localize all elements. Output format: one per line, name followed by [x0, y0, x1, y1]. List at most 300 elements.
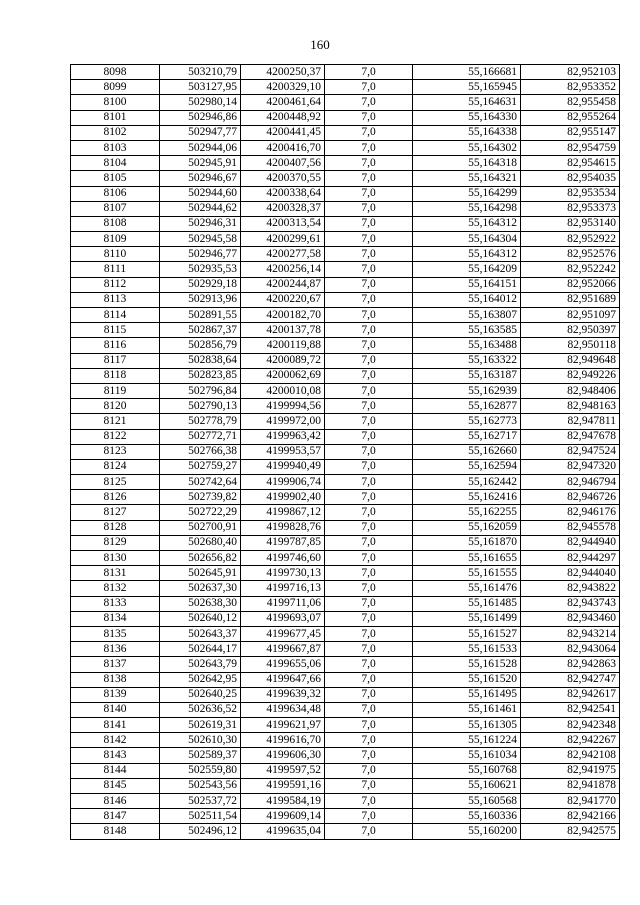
x-coordinate-cell: 502772,71	[160, 429, 241, 444]
y-coordinate-cell: 4199667,87	[241, 642, 325, 657]
longitude-cell: 82,947320	[521, 459, 620, 474]
latitude-cell: 55,160621	[413, 778, 521, 793]
longitude-cell: 82,947524	[521, 444, 620, 459]
latitude-cell: 55,164318	[413, 156, 521, 171]
y-coordinate-cell: 4199787,85	[241, 535, 325, 550]
longitude-cell: 82,942541	[521, 702, 620, 717]
latitude-cell: 55,164302	[413, 140, 521, 155]
longitude-cell: 82,944940	[521, 535, 620, 550]
latitude-cell: 55,162939	[413, 383, 521, 398]
y-coordinate-cell: 4200137,78	[241, 323, 325, 338]
latitude-cell: 55,164330	[413, 110, 521, 125]
point-number-cell: 8126	[71, 490, 160, 505]
longitude-cell: 82,950397	[521, 323, 620, 338]
table-row	[71, 277, 620, 292]
longitude-cell: 82,947678	[521, 429, 620, 444]
latitude-cell: 55,162594	[413, 459, 521, 474]
table-row	[71, 338, 620, 353]
x-coordinate-cell: 502945,91	[160, 156, 241, 171]
y-coordinate-cell: 4200182,70	[241, 308, 325, 323]
table-row	[71, 399, 620, 414]
table-row	[71, 657, 620, 672]
longitude-cell: 82,950118	[521, 338, 620, 353]
x-coordinate-cell: 502946,31	[160, 216, 241, 231]
table-row	[71, 687, 620, 702]
point-number-cell: 8139	[71, 687, 160, 702]
table-row	[71, 611, 620, 626]
latitude-cell: 55,161870	[413, 535, 521, 550]
value-cell: 7,0	[325, 156, 413, 171]
x-coordinate-cell: 502929,18	[160, 277, 241, 292]
x-coordinate-cell: 502511,54	[160, 809, 241, 824]
longitude-cell: 82,955458	[521, 95, 620, 110]
longitude-cell: 82,941770	[521, 794, 620, 809]
x-coordinate-cell: 502935,53	[160, 262, 241, 277]
value-cell: 7,0	[325, 338, 413, 353]
point-number-cell: 8105	[71, 171, 160, 186]
table-row	[71, 809, 620, 824]
point-number-cell: 8108	[71, 216, 160, 231]
latitude-cell: 55,162442	[413, 475, 521, 490]
value-cell: 7,0	[325, 475, 413, 490]
table-row	[71, 308, 620, 323]
y-coordinate-cell: 4199606,30	[241, 748, 325, 763]
value-cell: 7,0	[325, 657, 413, 672]
table-row	[71, 201, 620, 216]
x-coordinate-cell: 502559,80	[160, 763, 241, 778]
value-cell: 7,0	[325, 581, 413, 596]
y-coordinate-cell: 4199746,60	[241, 551, 325, 566]
y-coordinate-cell: 4199963,42	[241, 429, 325, 444]
x-coordinate-cell: 502891,55	[160, 308, 241, 323]
latitude-cell: 55,161034	[413, 748, 521, 763]
y-coordinate-cell: 4200089,72	[241, 353, 325, 368]
y-coordinate-cell: 4199953,57	[241, 444, 325, 459]
longitude-cell: 82,942166	[521, 809, 620, 824]
longitude-cell: 82,942617	[521, 687, 620, 702]
y-coordinate-cell: 4199972,00	[241, 414, 325, 429]
longitude-cell: 82,946794	[521, 475, 620, 490]
longitude-cell: 82,942747	[521, 672, 620, 687]
y-coordinate-cell: 4199639,32	[241, 687, 325, 702]
latitude-cell: 55,164209	[413, 262, 521, 277]
x-coordinate-cell: 502946,67	[160, 171, 241, 186]
y-coordinate-cell: 4200328,37	[241, 201, 325, 216]
value-cell: 7,0	[325, 596, 413, 611]
longitude-cell: 82,953140	[521, 216, 620, 231]
latitude-cell: 55,161305	[413, 718, 521, 733]
table-row	[71, 596, 620, 611]
latitude-cell: 55,163488	[413, 338, 521, 353]
table-row	[71, 672, 620, 687]
table-row	[71, 368, 620, 383]
value-cell: 7,0	[325, 809, 413, 824]
longitude-cell: 82,955264	[521, 110, 620, 125]
latitude-cell: 55,165945	[413, 80, 521, 95]
point-number-cell: 8117	[71, 353, 160, 368]
y-coordinate-cell: 4199940,49	[241, 459, 325, 474]
table-row	[71, 642, 620, 657]
latitude-cell: 55,161495	[413, 687, 521, 702]
value-cell: 7,0	[325, 353, 413, 368]
x-coordinate-cell: 502947,77	[160, 125, 241, 140]
latitude-cell: 55,161224	[413, 733, 521, 748]
point-number-cell: 8135	[71, 626, 160, 641]
y-coordinate-cell: 4199616,70	[241, 733, 325, 748]
longitude-cell: 82,952066	[521, 277, 620, 292]
value-cell: 7,0	[325, 490, 413, 505]
value-cell: 7,0	[325, 171, 413, 186]
point-number-cell: 8141	[71, 718, 160, 733]
table-row	[71, 171, 620, 186]
value-cell: 7,0	[325, 611, 413, 626]
value-cell: 7,0	[325, 95, 413, 110]
latitude-cell: 55,164298	[413, 201, 521, 216]
y-coordinate-cell: 4199693,07	[241, 611, 325, 626]
x-coordinate-cell: 502656,82	[160, 551, 241, 566]
longitude-cell: 82,945578	[521, 520, 620, 535]
y-coordinate-cell: 4199867,12	[241, 505, 325, 520]
point-number-cell: 8147	[71, 809, 160, 824]
table-row	[71, 414, 620, 429]
point-number-cell: 8148	[71, 824, 160, 839]
value-cell: 7,0	[325, 368, 413, 383]
point-number-cell: 8125	[71, 475, 160, 490]
value-cell: 7,0	[325, 429, 413, 444]
latitude-cell: 55,162416	[413, 490, 521, 505]
point-number-cell: 8110	[71, 247, 160, 262]
value-cell: 7,0	[325, 702, 413, 717]
longitude-cell: 82,949226	[521, 368, 620, 383]
longitude-cell: 82,952103	[521, 65, 620, 80]
longitude-cell: 82,942575	[521, 824, 620, 839]
x-coordinate-cell: 502823,85	[160, 368, 241, 383]
value-cell: 7,0	[325, 80, 413, 95]
longitude-cell: 82,948406	[521, 383, 620, 398]
point-number-cell: 8140	[71, 702, 160, 717]
latitude-cell: 55,161499	[413, 611, 521, 626]
y-coordinate-cell: 4200313,54	[241, 216, 325, 231]
point-number-cell: 8107	[71, 201, 160, 216]
x-coordinate-cell: 502645,91	[160, 566, 241, 581]
longitude-cell: 82,944040	[521, 566, 620, 581]
table-row	[71, 292, 620, 307]
longitude-cell: 82,952576	[521, 247, 620, 262]
y-coordinate-cell: 4199635,04	[241, 824, 325, 839]
value-cell: 7,0	[325, 566, 413, 581]
y-coordinate-cell: 4200461,64	[241, 95, 325, 110]
table-row	[71, 824, 620, 839]
point-number-cell: 8101	[71, 110, 160, 125]
latitude-cell: 55,161485	[413, 596, 521, 611]
value-cell: 7,0	[325, 186, 413, 201]
longitude-cell: 82,942108	[521, 748, 620, 763]
value-cell: 7,0	[325, 444, 413, 459]
y-coordinate-cell: 4200370,55	[241, 171, 325, 186]
x-coordinate-cell: 502766,38	[160, 444, 241, 459]
x-coordinate-cell: 502838,64	[160, 353, 241, 368]
value-cell: 7,0	[325, 399, 413, 414]
table-row	[71, 353, 620, 368]
y-coordinate-cell: 4200441,45	[241, 125, 325, 140]
latitude-cell: 55,162717	[413, 429, 521, 444]
longitude-cell: 82,943743	[521, 596, 620, 611]
latitude-cell: 55,160568	[413, 794, 521, 809]
x-coordinate-cell: 502945,58	[160, 232, 241, 247]
value-cell: 7,0	[325, 794, 413, 809]
x-coordinate-cell: 502742,64	[160, 475, 241, 490]
longitude-cell: 82,949648	[521, 353, 620, 368]
longitude-cell: 82,955147	[521, 125, 620, 140]
value-cell: 7,0	[325, 672, 413, 687]
point-number-cell: 8104	[71, 156, 160, 171]
x-coordinate-cell: 502913,96	[160, 292, 241, 307]
table-row	[71, 444, 620, 459]
point-number-cell: 8119	[71, 383, 160, 398]
y-coordinate-cell: 4199902,40	[241, 490, 325, 505]
longitude-cell: 82,943064	[521, 642, 620, 657]
value-cell: 7,0	[325, 277, 413, 292]
table-row	[71, 95, 620, 110]
point-number-cell: 8121	[71, 414, 160, 429]
point-number-cell: 8098	[71, 65, 160, 80]
x-coordinate-cell: 502790,13	[160, 399, 241, 414]
longitude-cell: 82,941878	[521, 778, 620, 793]
x-coordinate-cell: 502722,29	[160, 505, 241, 520]
point-number-cell: 8128	[71, 520, 160, 535]
value-cell: 7,0	[325, 505, 413, 520]
point-number-cell: 8144	[71, 763, 160, 778]
value-cell: 7,0	[325, 718, 413, 733]
latitude-cell: 55,162877	[413, 399, 521, 414]
longitude-cell: 82,941975	[521, 763, 620, 778]
point-number-cell: 8133	[71, 596, 160, 611]
table-row	[71, 156, 620, 171]
value-cell: 7,0	[325, 125, 413, 140]
latitude-cell: 55,164299	[413, 186, 521, 201]
longitude-cell: 82,942863	[521, 657, 620, 672]
table-row	[71, 459, 620, 474]
longitude-cell: 82,942348	[521, 718, 620, 733]
longitude-cell: 82,954615	[521, 156, 620, 171]
point-number-cell: 8111	[71, 262, 160, 277]
table-row	[71, 475, 620, 490]
value-cell: 7,0	[325, 687, 413, 702]
latitude-cell: 55,164304	[413, 232, 521, 247]
y-coordinate-cell: 4200329,10	[241, 80, 325, 95]
y-coordinate-cell: 4200256,14	[241, 262, 325, 277]
y-coordinate-cell: 4200277,58	[241, 247, 325, 262]
coordinates-table-body	[71, 65, 620, 840]
y-coordinate-cell: 4200062,69	[241, 368, 325, 383]
point-number-cell: 8145	[71, 778, 160, 793]
table-row	[71, 778, 620, 793]
value-cell: 7,0	[325, 140, 413, 155]
point-number-cell: 8123	[71, 444, 160, 459]
longitude-cell: 82,951097	[521, 308, 620, 323]
latitude-cell: 55,160336	[413, 809, 521, 824]
y-coordinate-cell: 4199994,56	[241, 399, 325, 414]
y-coordinate-cell: 4199677,45	[241, 626, 325, 641]
value-cell: 7,0	[325, 520, 413, 535]
point-number-cell: 8137	[71, 657, 160, 672]
point-number-cell: 8130	[71, 551, 160, 566]
value-cell: 7,0	[325, 748, 413, 763]
x-coordinate-cell: 502644,17	[160, 642, 241, 657]
x-coordinate-cell: 502796,84	[160, 383, 241, 398]
longitude-cell: 82,943822	[521, 581, 620, 596]
latitude-cell: 55,163322	[413, 353, 521, 368]
table-row	[71, 626, 620, 641]
point-number-cell: 8116	[71, 338, 160, 353]
table-row	[71, 581, 620, 596]
latitude-cell: 55,164631	[413, 95, 521, 110]
latitude-cell: 55,162773	[413, 414, 521, 429]
table-row	[71, 490, 620, 505]
longitude-cell: 82,947811	[521, 414, 620, 429]
longitude-cell: 82,946726	[521, 490, 620, 505]
value-cell: 7,0	[325, 323, 413, 338]
table-row	[71, 323, 620, 338]
value-cell: 7,0	[325, 110, 413, 125]
point-number-cell: 8113	[71, 292, 160, 307]
latitude-cell: 55,164151	[413, 277, 521, 292]
value-cell: 7,0	[325, 778, 413, 793]
x-coordinate-cell: 502856,79	[160, 338, 241, 353]
latitude-cell: 55,161555	[413, 566, 521, 581]
value-cell: 7,0	[325, 216, 413, 231]
x-coordinate-cell: 503127,95	[160, 80, 241, 95]
x-coordinate-cell: 502589,37	[160, 748, 241, 763]
y-coordinate-cell: 4200220,67	[241, 292, 325, 307]
latitude-cell: 55,162059	[413, 520, 521, 535]
table-row	[71, 247, 620, 262]
value-cell: 7,0	[325, 733, 413, 748]
longitude-cell: 82,952922	[521, 232, 620, 247]
table-row	[71, 186, 620, 201]
longitude-cell: 82,943214	[521, 626, 620, 641]
latitude-cell: 55,163807	[413, 308, 521, 323]
latitude-cell: 55,161520	[413, 672, 521, 687]
point-number-cell: 8131	[71, 566, 160, 581]
value-cell: 7,0	[325, 201, 413, 216]
value-cell: 7,0	[325, 65, 413, 80]
table-row	[71, 748, 620, 763]
longitude-cell: 82,954035	[521, 171, 620, 186]
latitude-cell: 55,162660	[413, 444, 521, 459]
value-cell: 7,0	[325, 383, 413, 398]
table-row	[71, 262, 620, 277]
y-coordinate-cell: 4200416,70	[241, 140, 325, 155]
table-row	[71, 505, 620, 520]
y-coordinate-cell: 4199906,74	[241, 475, 325, 490]
latitude-cell: 55,161461	[413, 702, 521, 717]
y-coordinate-cell: 4199597,52	[241, 763, 325, 778]
point-number-cell: 8138	[71, 672, 160, 687]
point-number-cell: 8099	[71, 80, 160, 95]
longitude-cell: 82,953373	[521, 201, 620, 216]
table-row	[71, 718, 620, 733]
point-number-cell: 8122	[71, 429, 160, 444]
latitude-cell: 55,161528	[413, 657, 521, 672]
latitude-cell: 55,164338	[413, 125, 521, 140]
longitude-cell: 82,953534	[521, 186, 620, 201]
value-cell: 7,0	[325, 262, 413, 277]
x-coordinate-cell: 502496,12	[160, 824, 241, 839]
point-number-cell: 8103	[71, 140, 160, 155]
latitude-cell: 55,163585	[413, 323, 521, 338]
x-coordinate-cell: 502643,79	[160, 657, 241, 672]
x-coordinate-cell: 502944,60	[160, 186, 241, 201]
longitude-cell: 82,953352	[521, 80, 620, 95]
y-coordinate-cell: 4200119,88	[241, 338, 325, 353]
point-number-cell: 8114	[71, 308, 160, 323]
point-number-cell: 8132	[71, 581, 160, 596]
x-coordinate-cell: 502867,37	[160, 323, 241, 338]
point-number-cell: 8109	[71, 232, 160, 247]
table-row	[71, 429, 620, 444]
x-coordinate-cell: 502636,52	[160, 702, 241, 717]
y-coordinate-cell: 4199647,66	[241, 672, 325, 687]
point-number-cell: 8112	[71, 277, 160, 292]
point-number-cell: 8142	[71, 733, 160, 748]
latitude-cell: 55,164321	[413, 171, 521, 186]
latitude-cell: 55,166681	[413, 65, 521, 80]
point-number-cell: 8118	[71, 368, 160, 383]
x-coordinate-cell: 502637,30	[160, 581, 241, 596]
y-coordinate-cell: 4199621,97	[241, 718, 325, 733]
value-cell: 7,0	[325, 551, 413, 566]
value-cell: 7,0	[325, 763, 413, 778]
latitude-cell: 55,160768	[413, 763, 521, 778]
latitude-cell: 55,161476	[413, 581, 521, 596]
x-coordinate-cell: 502638,30	[160, 596, 241, 611]
table-row	[71, 794, 620, 809]
y-coordinate-cell: 4200250,37	[241, 65, 325, 80]
y-coordinate-cell: 4199609,14	[241, 809, 325, 824]
coordinates-table	[70, 64, 620, 840]
y-coordinate-cell: 4199634,48	[241, 702, 325, 717]
x-coordinate-cell: 502640,25	[160, 687, 241, 702]
longitude-cell: 82,948163	[521, 399, 620, 414]
value-cell: 7,0	[325, 824, 413, 839]
y-coordinate-cell: 4199584,19	[241, 794, 325, 809]
longitude-cell: 82,954759	[521, 140, 620, 155]
table-row	[71, 125, 620, 140]
latitude-cell: 55,162255	[413, 505, 521, 520]
x-coordinate-cell: 502643,37	[160, 626, 241, 641]
x-coordinate-cell: 502642,95	[160, 672, 241, 687]
point-number-cell: 8146	[71, 794, 160, 809]
x-coordinate-cell: 502537,72	[160, 794, 241, 809]
point-number-cell: 8115	[71, 323, 160, 338]
latitude-cell: 55,163187	[413, 368, 521, 383]
point-number-cell: 8127	[71, 505, 160, 520]
value-cell: 7,0	[325, 308, 413, 323]
point-number-cell: 8129	[71, 535, 160, 550]
y-coordinate-cell: 4200244,87	[241, 277, 325, 292]
point-number-cell: 8106	[71, 186, 160, 201]
value-cell: 7,0	[325, 535, 413, 550]
table-row	[71, 702, 620, 717]
value-cell: 7,0	[325, 292, 413, 307]
point-number-cell: 8120	[71, 399, 160, 414]
table-row	[71, 80, 620, 95]
longitude-cell: 82,946176	[521, 505, 620, 520]
x-coordinate-cell: 502700,91	[160, 520, 241, 535]
value-cell: 7,0	[325, 626, 413, 641]
y-coordinate-cell: 4200010,08	[241, 383, 325, 398]
